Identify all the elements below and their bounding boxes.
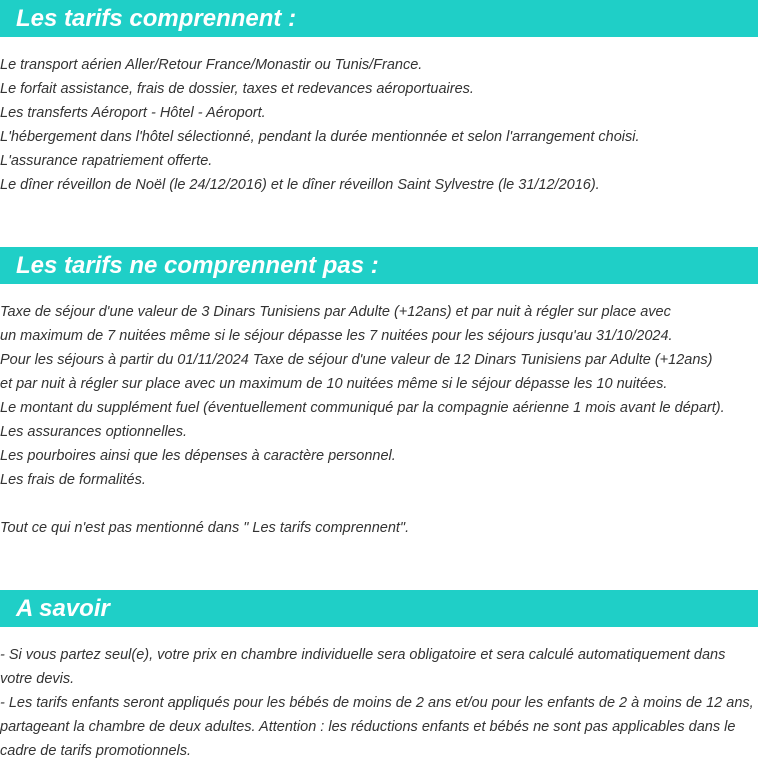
excluded-item: Pour les séjours à partir du 01/11/2024 Taxe de séjour d'une valeur de 12 Dinars Tunisiens par Adulte (+12ans) xyxy=(0,352,713,368)
spacer xyxy=(0,492,758,516)
included-item: Le dîner réveillon de Noël (le 24/12/2016) et le dîner réveillon Saint Sylvestre (le 31/12/2016). xyxy=(0,177,600,193)
info-item: - Si vous partez seul(e), votre prix en chambre individuelle sera obligatoire et sera calculé automatiquement dans votre devis. xyxy=(0,647,726,687)
excluded-item: et par nuit à régler sur place avec un maximum de 10 nuitées même si le séjour dépasse les 10 nuitées. xyxy=(0,376,668,392)
info-list xyxy=(0,643,758,763)
excluded-list xyxy=(0,300,758,540)
excluded-item: Les pourboires ainsi que les dépenses à caractère personnel. xyxy=(0,448,396,464)
included-section-title: Les tarifs comprennent : xyxy=(0,0,758,37)
info-section-title: A savoir xyxy=(0,590,758,627)
info-item: - Les tarifs enfants seront appliqués pour les bébés de moins de 2 ans et/ou pour les enfants de 2 à moins de 12 ans, partageant la chambre de deux adultes. Attention : les réductions enfants et bébés ne sont pas applicables dans le cadre de tarifs promotionnels. xyxy=(0,695,754,759)
included-item: L'assurance rapatriement offerte. xyxy=(0,153,213,169)
excluded-section-title: Les tarifs ne comprennent pas : xyxy=(0,247,758,284)
included-item: L'hébergement dans l'hôtel sélectionné, pendant la durée mentionnée et selon l'arrangement choisi. xyxy=(0,129,640,145)
included-item: Le forfait assistance, frais de dossier, taxes et redevances aéroportuaires. xyxy=(0,81,474,97)
included-item: Le transport aérien Aller/Retour France/Monastir ou Tunis/France. xyxy=(0,57,423,73)
excluded-item: un maximum de 7 nuitées même si le séjour dépasse les 7 nuitées pour les séjours jusqu'au 31/10/2024. xyxy=(0,328,673,344)
excluded-item: Taxe de séjour d'une valeur de 3 Dinars Tunisiens par Adulte (+12ans) et par nuit à régler sur place avec xyxy=(0,304,671,320)
excluded-note: Tout ce qui n'est pas mentionné dans " Les tarifs comprennent". xyxy=(0,520,410,536)
excluded-item: Les frais de formalités. xyxy=(0,472,146,488)
included-list xyxy=(0,53,758,197)
excluded-item: Le montant du supplément fuel (éventuellement communiqué par la compagnie aérienne 1 mois avant le départ). xyxy=(0,400,725,416)
included-item: Les transferts Aéroport - Hôtel - Aéroport. xyxy=(0,105,266,121)
excluded-item: Les assurances optionnelles. xyxy=(0,424,188,440)
